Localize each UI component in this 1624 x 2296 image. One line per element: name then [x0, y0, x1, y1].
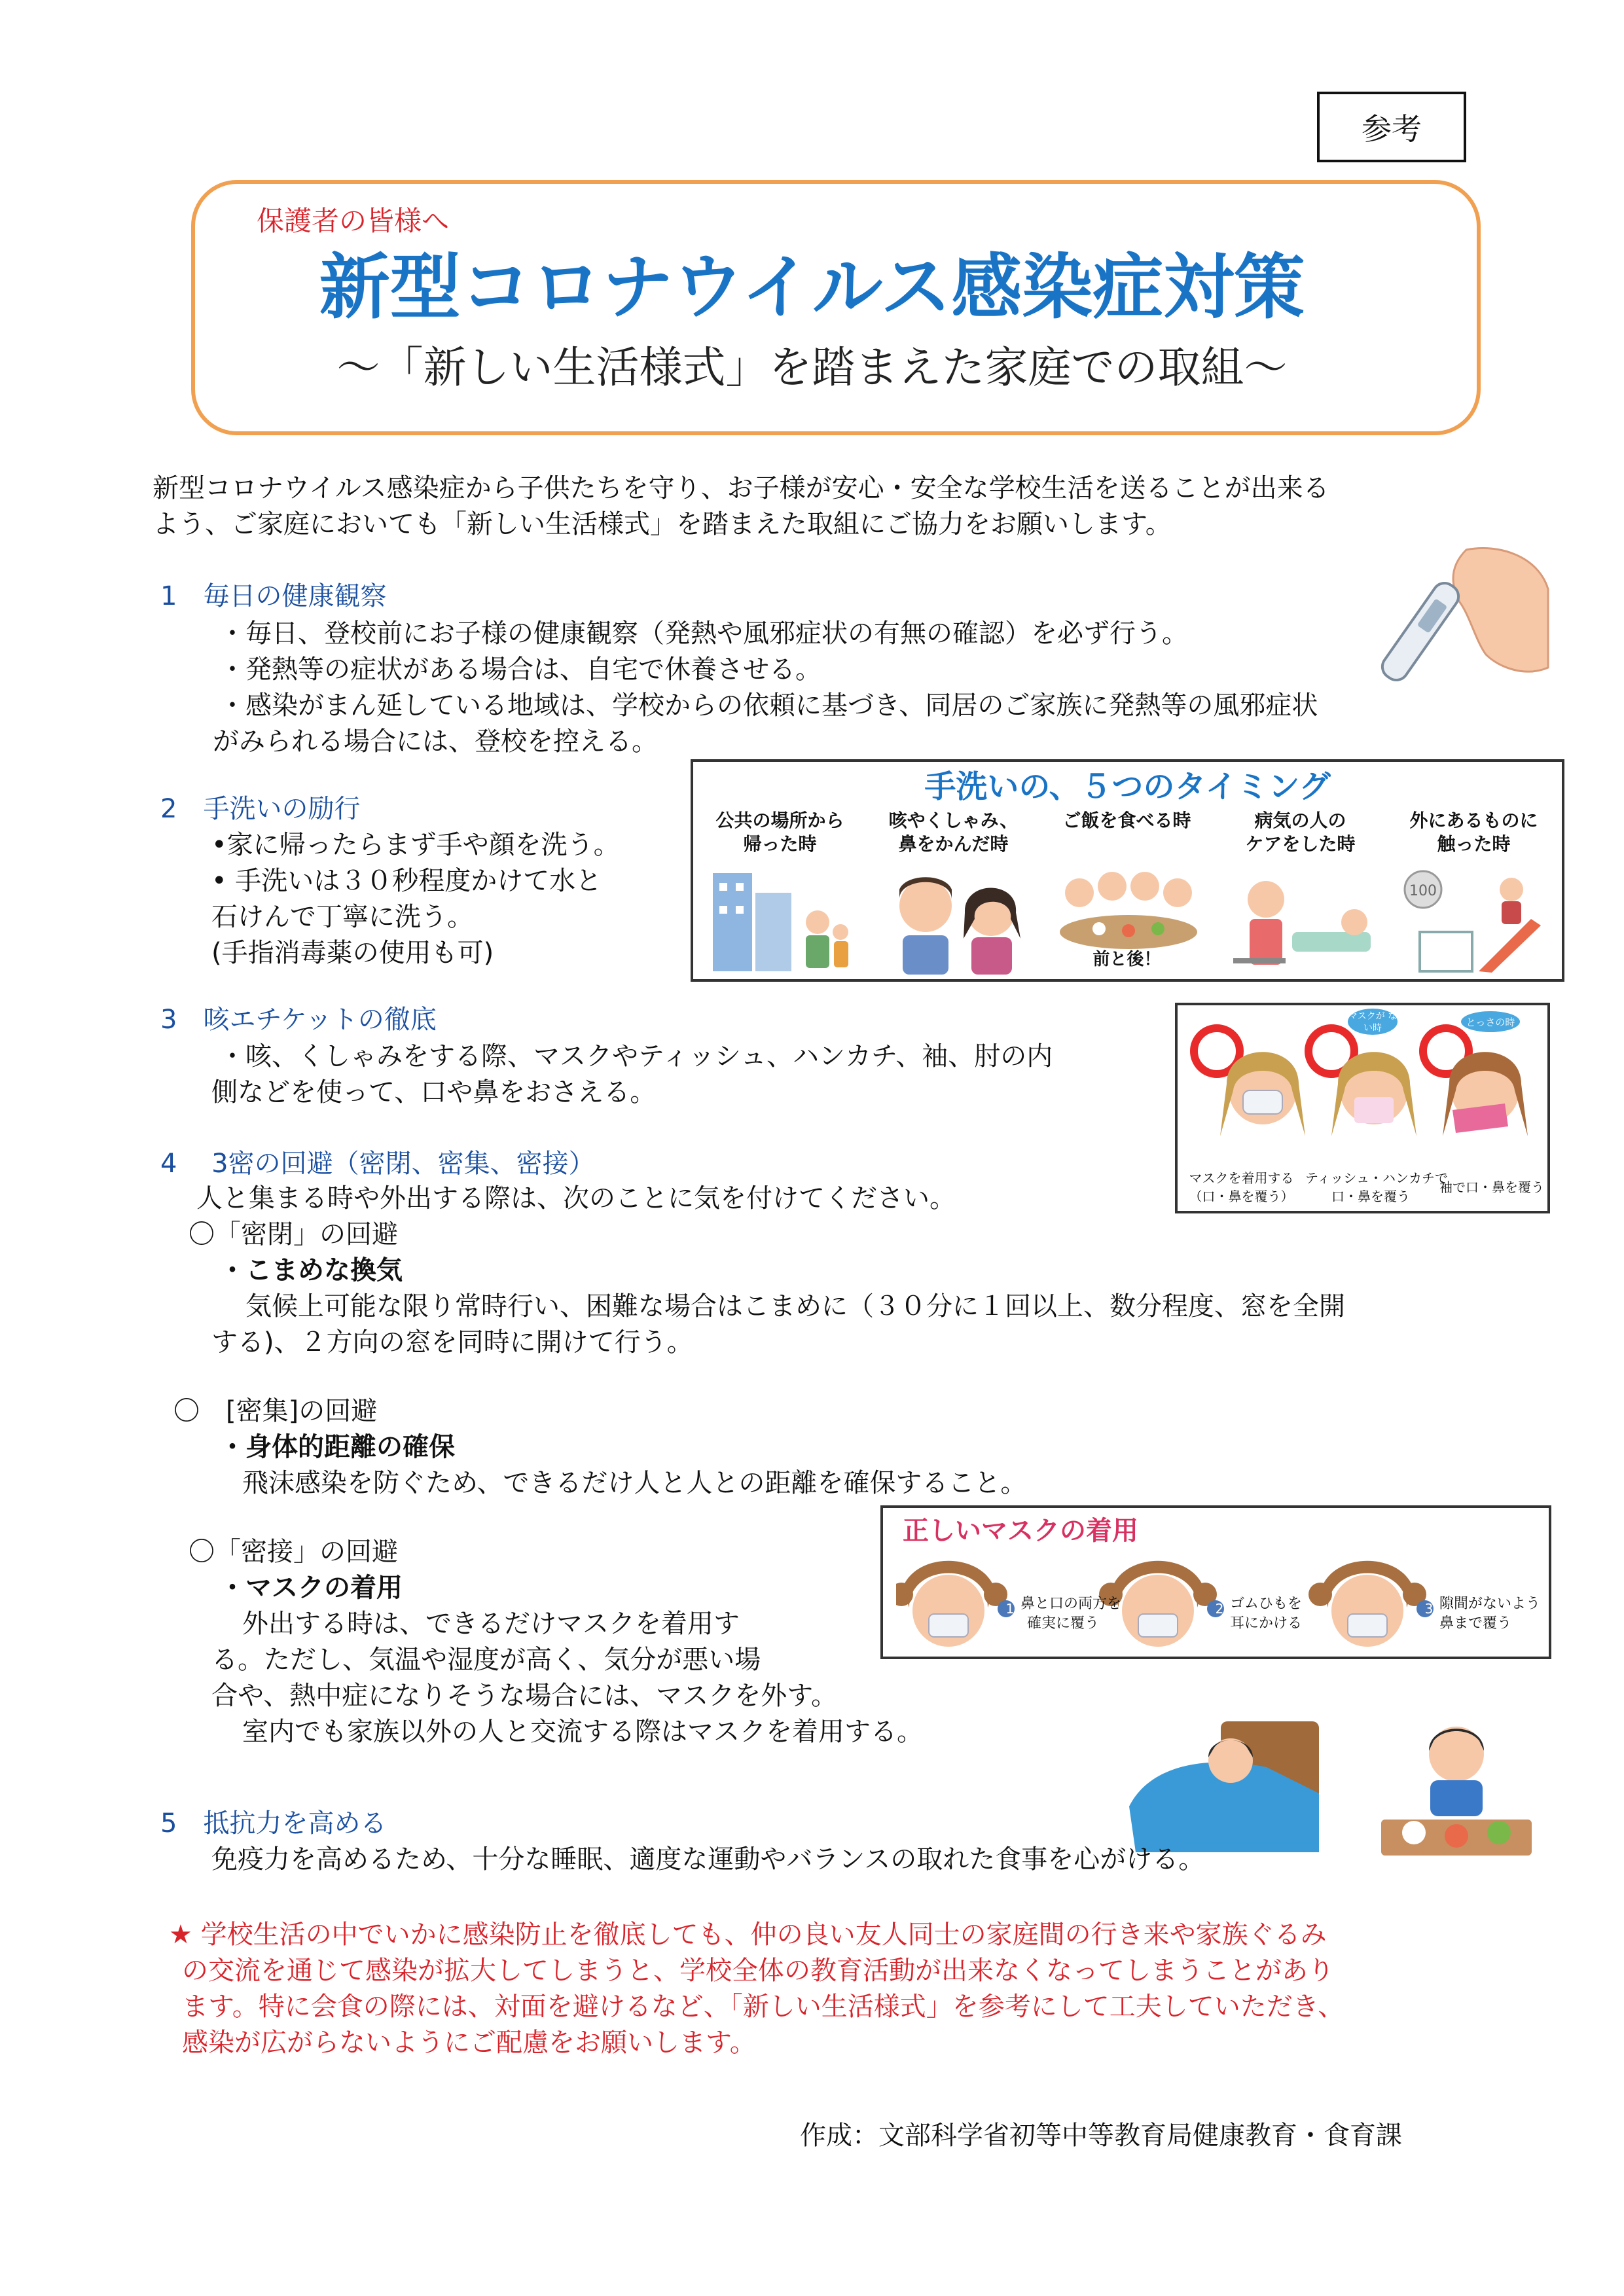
section-3-line: 側などを使って、口や鼻をおさえる。: [211, 1077, 657, 1107]
etiquette-caption: 袖で口・鼻を覆う: [1439, 1179, 1544, 1195]
timing-label: 病気の人の: [1254, 810, 1346, 831]
mask-step-text: 耳にかける: [1230, 1615, 1303, 1632]
crowding-heading: 〇 [密集]の回避: [173, 1396, 378, 1426]
mask-step-text: ゴムひもを: [1230, 1596, 1303, 1612]
mask-line: る。ただし、気温や湿度が高く、気分が悪い場: [211, 1645, 761, 1675]
step-number: 2: [1215, 1601, 1224, 1617]
ventilation-heading: ・こまめな換気: [219, 1255, 403, 1285]
playground-icon: [1400, 860, 1551, 975]
section-1-line: がみられる場合には、登校を控える。: [213, 726, 658, 757]
speech-bubble: マスクが ない時: [1348, 1011, 1398, 1033]
closed-space-heading: 〇「密閉」の回避: [189, 1219, 398, 1249]
mask-step-text: 確実に覆う: [1027, 1615, 1100, 1632]
correct-mask-panel: [880, 1505, 1551, 1659]
eating-child-icon: [1375, 1715, 1538, 1859]
mask-line: 合や、熱中症になりそうな場合には、マスクを外す。: [211, 1681, 837, 1711]
page-subtitle: ～「新しい生活様式」を踏まえた家庭での取組～: [336, 342, 1288, 393]
section-1-line: ・発熱等の症状がある場合は、自宅で休養させる。: [219, 655, 821, 685]
timing-label: 公共の場所から: [715, 810, 844, 831]
timing-label: 帰った時: [743, 833, 817, 855]
section-2-line: 石けんで丁寧に洗う。: [211, 902, 473, 932]
footer-credit: 作成：文部科学省初等中等教育局健康教育・食育課: [800, 2121, 1402, 2151]
intro-line: 新型コロナウイルス感染症から子供たちを守り、お子様が安心・安全な学校生活を送ることが出来る: [153, 473, 1329, 503]
timing-label: ご飯を食べる時: [1062, 810, 1191, 831]
mask-heading: ・マスクの着用: [219, 1573, 403, 1603]
coin-label: 100: [1409, 883, 1437, 899]
section-1-line: ・感染がまん延している地域は、学校からの依頼に基づき、同居のご家族に発熱等の風邪症状: [219, 691, 1318, 721]
etiquette-caption: ティッシュ・ハンカチで: [1305, 1170, 1448, 1186]
section-4-heading: 4 3密の回避（密閉、密集、密接）: [160, 1149, 595, 1179]
intro-line: よう、ご家庭においても「新しい生活様式」を踏まえた取組にご協力をお願いします。: [153, 509, 1172, 539]
thermometer-hand-icon: [1368, 537, 1551, 694]
section-4-lead: 人と集まる時や外出する際は、次のことに気を付けてください。: [196, 1183, 956, 1213]
alert-note-line: 感染が広がらないようにご配慮をお願いします。: [182, 2028, 756, 2058]
handwashing-panel-title: 手洗いの、５つのタイミング: [924, 768, 1331, 805]
timing-label: 触った時: [1437, 833, 1511, 855]
mask-step-text: 鼻と口の両方を: [1020, 1596, 1122, 1612]
timing-label: 外にあるものに: [1409, 810, 1538, 831]
step-number: 1: [1005, 1601, 1015, 1617]
mask-line: 室内でも家族以外の人と交流する際はマスクを着用する。: [242, 1717, 923, 1747]
distance-heading: ・身体的距離の確保: [219, 1432, 455, 1462]
ventilation-line: 気候上可能な限り常時行い、困難な場合はこまめに（３０分に１回以上、数分程度、窓を全開: [245, 1291, 1345, 1321]
mask-panel-title: 正しいマスクの着用: [903, 1516, 1138, 1546]
speech-bubble: とっさの時: [1466, 1016, 1515, 1028]
timing-label: 咳やくしゃみ、: [888, 810, 1019, 831]
section-3-line: ・咳、くしゃみをする際、マスクやティッシュ、ハンカチ、袖、肘の内: [219, 1041, 1053, 1071]
public-place-icon: [706, 860, 857, 975]
close-contact-heading: 〇「密接」の回避: [189, 1537, 398, 1567]
alert-note-line: ます。特に会食の際には、対面を避けるなど、「新しい生活様式」を参考にして工夫していただき、: [182, 1992, 1344, 2022]
cough-etiquette-panel: [1175, 1003, 1550, 1213]
alert-note-line: の交流を通じて感染が拡大してしまうと、学校全体の教育活動が出来なくなってしまうことがあり: [182, 1956, 1334, 1986]
caregiving-icon: [1227, 860, 1377, 975]
mask-step-text: 鼻まで覆う: [1439, 1615, 1512, 1632]
timing-label: 鼻をかんだ時: [898, 833, 1009, 855]
section-1-heading: 1 毎日の健康観察: [160, 581, 387, 611]
meal-icon: [1053, 860, 1204, 952]
sneezing-icon: [880, 860, 1030, 975]
etiquette-caption: マスクを着用する: [1189, 1170, 1294, 1186]
section-5-line: 免疫力を高めるため、十分な睡眠、適度な運動やバランスの取れた食事を心がける。: [211, 1844, 1205, 1874]
section-2-line: (手指消毒薬の使用も可): [211, 938, 494, 968]
ventilation-line: する)、２方向の窓を同時に開けて行う。: [211, 1327, 693, 1357]
distance-line: 飛沫感染を防ぐため、できるだけ人と人との距離を確保すること。: [242, 1468, 1027, 1498]
section-2-heading: 2 手洗いの励行: [160, 794, 361, 824]
page-title: 新型コロナウイルス感染症対策: [319, 247, 1305, 329]
etiquette-caption: （口・鼻を覆う）: [1189, 1189, 1294, 1204]
greeting: 保護者の皆様へ: [257, 205, 450, 237]
handwashing-timing-panel: [691, 759, 1564, 982]
section-2-line: • 手洗いは３０秒程度かけて水と: [211, 866, 602, 896]
meal-note: 前と後！: [1092, 950, 1161, 969]
mask-step-text: 隙間がないよう: [1439, 1596, 1541, 1612]
alert-note-line: ★ 学校生活の中でいかに感染防止を徹底しても、仲の良い友人同士の家庭間の行き来や家族ぐるみ: [169, 1920, 1327, 1950]
reference-label: 参考: [1317, 92, 1466, 162]
mask-line: 外出する時は、できるだけマスクを着用す: [242, 1609, 740, 1639]
section-3-heading: 3 咳エチケットの徹底: [160, 1005, 437, 1035]
section-1-line: ・毎日、登校前にお子様の健康観察（発熱や風邪症状の有無の確認）を必ず行う。: [219, 619, 1188, 649]
timing-label: ケアをした時: [1245, 833, 1356, 855]
section-2-line: •家に帰ったらまず手や顔を洗う。: [211, 830, 620, 860]
sleeping-child-icon: [1123, 1708, 1326, 1859]
section-5-heading: 5 抵抗力を高める: [160, 1808, 387, 1839]
step-number: 3: [1424, 1601, 1434, 1617]
etiquette-caption: 口・鼻を覆う: [1331, 1189, 1410, 1204]
